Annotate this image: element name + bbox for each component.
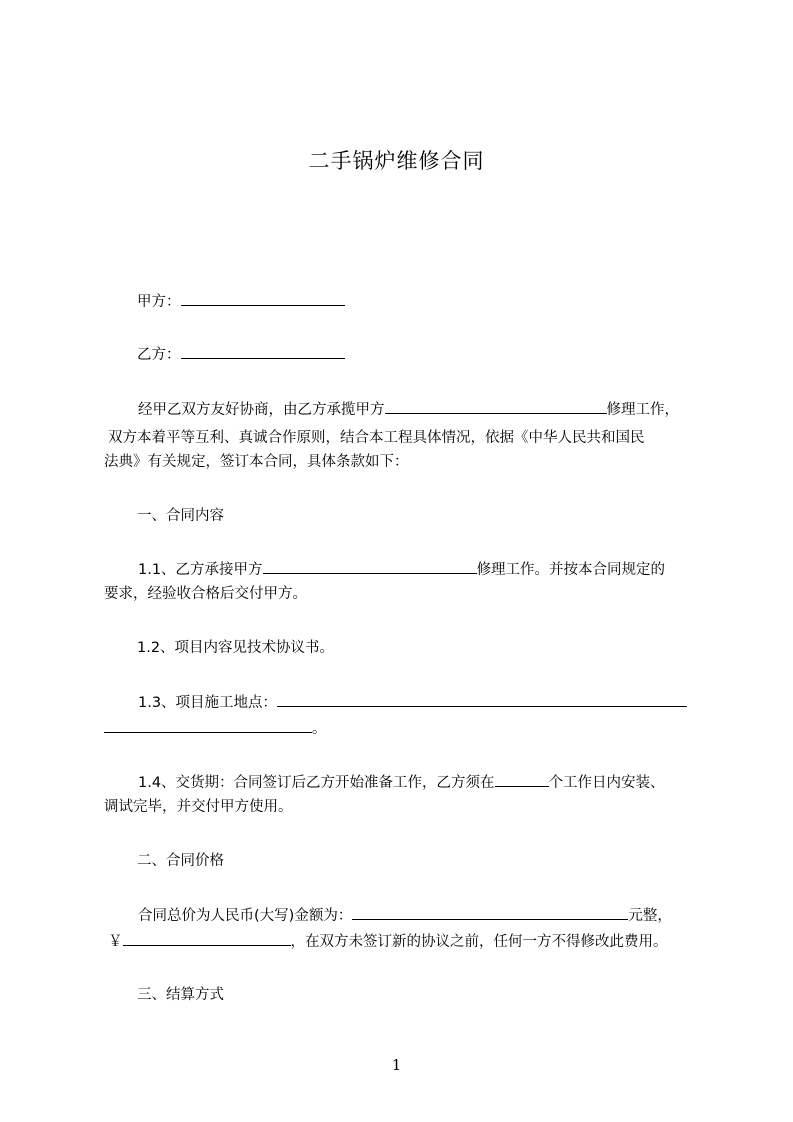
price-number-blank[interactable] [123, 931, 291, 946]
party-b-line [137, 344, 345, 365]
intro-text-1a: 经甲乙双方友好协商，由乙方承揽甲方 [138, 402, 385, 418]
price-text-d: ，在双方未签订新的协议之前，任何一方不得修改此费用。 [290, 934, 668, 950]
intro-line-2: 双方本着平等互利、真诚合作原则，结合本工程具体情况，依据《中华人民共和国民 [108, 430, 645, 446]
clause-1-3-line-1 [138, 692, 687, 713]
site-address-blank-2[interactable] [104, 718, 312, 733]
section-3-heading: 三、结算方式 [137, 987, 224, 1003]
document-title: 二手锅炉维修合同 [308, 149, 485, 173]
price-line-2 [108, 931, 668, 952]
clause-1-3-text: 1.3、项目施工地点： [138, 695, 278, 711]
clause-1-1-text-a: 1.1、乙方承接甲方 [138, 562, 263, 578]
price-line-1 [138, 905, 672, 926]
clause-1-3-end: 。 [312, 721, 327, 737]
work-days-blank[interactable] [495, 772, 549, 787]
clause-1-3-line-2 [104, 718, 327, 739]
clause-1-1-blank[interactable] [263, 559, 477, 574]
clause-1-4-line-2: 调试完毕，并交付甲方使用。 [104, 799, 293, 815]
price-text-b: 元整， [628, 908, 672, 924]
party-b-label: 乙方： [137, 347, 181, 363]
party-a-blank[interactable] [181, 291, 345, 306]
party-b-blank[interactable] [181, 344, 345, 359]
site-address-blank-1[interactable] [277, 692, 687, 707]
clause-1-4-line-1 [138, 772, 665, 793]
party-a-label: 甲方： [137, 294, 181, 310]
clause-1-1-text-b: 修理工作。并按本合同规定的 [476, 562, 666, 578]
page-number: 1 [391, 1056, 402, 1074]
price-text-a: 合同总价为人民币(大写)金额为： [138, 908, 353, 924]
clause-1-4-text-b: 个工作日内安装、 [548, 775, 665, 791]
repair-item-blank[interactable] [385, 399, 607, 414]
clause-1-2: 1.2、项目内容见技术协议书。 [137, 640, 335, 656]
clause-1-1-line-2: 要求，经验收合格后交付甲方。 [104, 586, 307, 602]
clause-1-1-line-1 [138, 559, 665, 580]
price-words-blank[interactable] [352, 905, 628, 920]
section-2-heading: 二、合同价格 [137, 853, 224, 869]
party-a-line [137, 291, 345, 312]
intro-text-1b: 修理工作， [606, 402, 679, 418]
section-1-heading: 一、合同内容 [137, 508, 224, 524]
clause-1-4-text-a: 1.4、交货期：合同签订后乙方开始准备工作，乙方须在 [138, 775, 495, 791]
intro-line-3: 法典》有关规定，签订本合同，具体条款如下： [104, 454, 409, 470]
price-text-c: ￥ [108, 934, 123, 950]
intro-line-1 [138, 399, 679, 420]
